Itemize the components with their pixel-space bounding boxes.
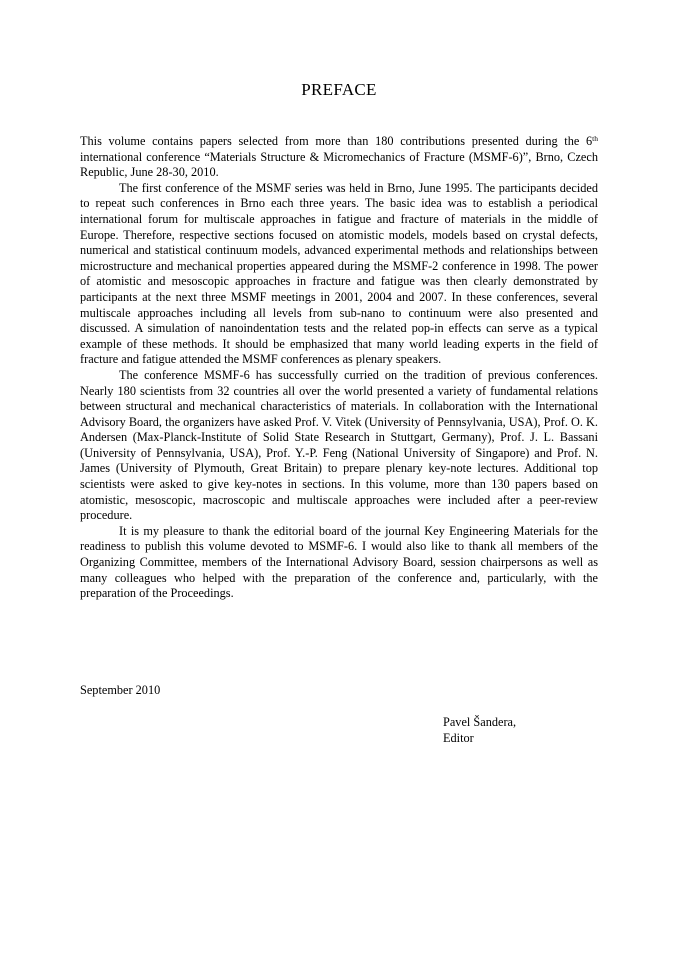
preface-body: [80, 134, 598, 602]
ordinal-suffix: th: [592, 134, 598, 143]
paragraph-intro-text-cont: international conference “Materials Structure & Micromechanics of Fracture (MSMF-6)”, Brno, Czech Republic, June 28-30, 2010.: [80, 149, 598, 180]
signature-block: [443, 715, 516, 746]
document-date: September 2010: [80, 683, 161, 697]
page-title: PREFACE: [301, 80, 377, 99]
paragraph-thanks: It is my pleasure to thank the editorial board of the journal Key Engineering Materials for the readiness to publish this volume devoted to MSMF-6. I would also like to thank all members of the Organizing Committee, members of the International Advisory Board, session chairpersons as well as many colleagues who helped with the preparation of the conference and, particularly, with the preparation of the Proceedings.: [80, 523, 598, 601]
editor-name: Pavel Šandera,: [443, 715, 517, 729]
editor-role: Editor: [443, 730, 474, 745]
paragraph-intro-text: This volume contains papers selected from more than 180 contributions presented during the 6: [80, 134, 593, 148]
paragraph-msmf6: The conference MSMF-6 has successfully curried on the tradition of previous conferences. Nearly 180 scientists from 32 countries all over the world presented a variety of fundamental relations between structural and mechanical characteristics of materials. In collaboration with the International Advisory Board, the organizers have asked Prof. V. Vitek (University of Pennsylvania, USA), Prof. O. K. Andersen (Max-Planck-Institute of Solid State Research in Stuttgart, Germany), Prof. J. L. Bassani (University of Pennsylvania, USA), Prof. Y.-P. Feng (National University of Singapore) and Prof. N. James (University of Plymouth, Great Britain) to prepare plenary key-note lectures. Additional top scientists were asked to give key-notes in sections. In this volume, more than 130 papers based on atomistic, mesoscopic, macroscopic and multiscale approaches were included after a peer-review procedure.: [80, 367, 598, 523]
paragraph-history: The first conference of the MSMF series was held in Brno, June 1995. The participants decided to repeat such conferences in Brno each three years. The basic idea was to establish a periodical international forum for multiscale approaches in fatigue and fracture of materials in the middle of Europe. Therefore, respective sections focused on atomistic models, models based on crystal defects, numerical and statistical continuum models, advanced experimental methods and relationships between microstructure and mechanical properties appeared during the MSMF-2 conference in 1998. The power of atomistic and mesoscopic approaches in fracture and fatigue was then clearly demonstrated by participants at the next three MSMF meetings in 2001, 2004 and 2007. In these conferences, several multiscale approaches including all levels from sub-nano to continuum were also presented and discussed. A simulation of nanoindentation tests and the related pop-in effects can serve as a typical example of these methods. It should be emphasized that many world leading experts in the field of fracture and fatigue attended the MSMF conferences as plenary speakers.: [80, 180, 598, 367]
paragraph-intro: [80, 134, 598, 181]
